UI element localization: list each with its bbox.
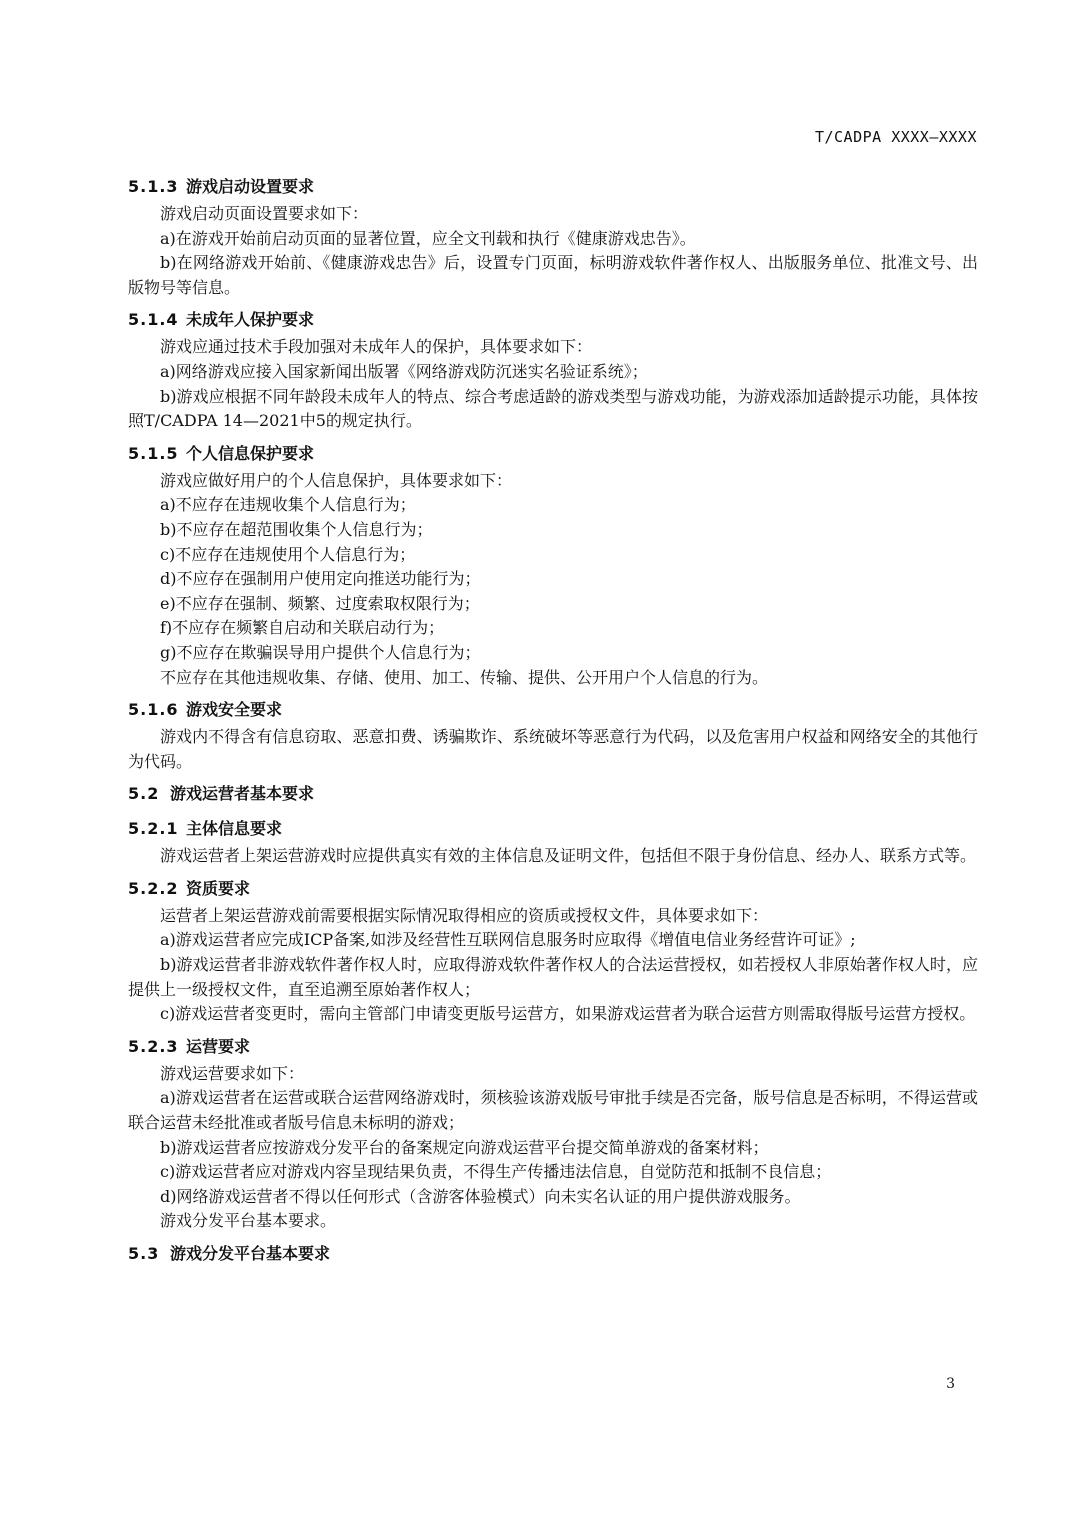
section-number: 5.3 (128, 1244, 160, 1263)
section-title: 运营要求 (186, 1036, 251, 1056)
body-paragraph: b)游戏运营者应按游戏分发平台的备案规定向游戏运营平台提交简单游戏的备案材料； (160, 1137, 769, 1157)
section-title: 游戏运营者基本要求 (170, 784, 315, 804)
section-title: 未成年人保护要求 (186, 310, 315, 330)
section-title: 主体信息要求 (186, 819, 283, 839)
section-title: 资质要求 (186, 878, 251, 898)
body-paragraph: 游戏启动页面设置要求如下： (160, 204, 369, 223)
body-paragraph: g)不应存在欺骗误导用户提供个人信息行为； (160, 642, 481, 662)
body-paragraph: b)在网络游戏开始前、《健康游戏忠告》后，设置专门页面，标明游戏软件著作权人、出版服务单位、批准文号、出版物号等信息。 (128, 253, 978, 297)
section-number: 5.1.3 (128, 177, 179, 196)
body-paragraph: a)游戏运营者在运营或联合运营网络游戏时，须核验该游戏版号审批手续是否完备，版号信息是否标明，不得运营或联合运营未经批准或者版号信息未标明的游戏； (128, 1088, 978, 1133)
body-paragraph: 不应存在其他违规收集、存储、使用、加工、传输、提供、公开用户个人信息的行为。 (160, 667, 769, 687)
section-heading (128, 1032, 978, 1062)
body-paragraph: a)网络游戏应接入国家新闻出版署《网络游戏防沉迷实名验证系统》； (160, 361, 648, 381)
body-paragraph: c)游戏运营者应对游戏内容呈现结果负责，不得生产传播违法信息，自觉防范和抵制不良信息； (160, 1162, 832, 1182)
document-body (128, 172, 978, 1274)
section-title: 游戏启动设置要求 (186, 177, 315, 196)
section-number: 5.2 (128, 784, 160, 804)
section-number: 5.1.5 (128, 443, 179, 463)
section-heading (128, 1239, 978, 1269)
document-code-header: T/CADPA XXXX—XXXX (814, 128, 977, 146)
body-paragraph: c)游戏运营者变更时，需向主管部门申请变更版号运营方，如果游戏运营者为联合运营方则需取得版号运营方授权。 (160, 1004, 976, 1024)
body-paragraph: 运营者上架运营游戏前需要根据实际情况取得相应的资质或授权文件，具体要求如下： (160, 905, 769, 925)
body-paragraph: a)在游戏开始前启动页面的显著位置，应全文刊载和执行《健康游戏忠告》。 (160, 228, 696, 248)
body-paragraph: 游戏应通过技术手段加强对未成年人的保护，具体要求如下： (160, 337, 593, 357)
section-heading (128, 695, 978, 725)
section-heading (128, 305, 978, 335)
body-paragraph: b)游戏应根据不同年龄段未成年人的特点、综合考虑适龄的游戏类型与游戏功能，为游戏添加适龄提示功能，具体按照T/CADPA 14—2021中5的规定执行。 (128, 386, 978, 431)
section-number: 5.1.6 (128, 700, 179, 720)
body-paragraph: 游戏运营要求如下： (160, 1063, 305, 1083)
section-number: 5.2.2 (128, 878, 179, 898)
section-heading (128, 814, 978, 844)
body-paragraph: e)不应存在强制、频繁、过度索取权限行为； (160, 593, 480, 613)
body-paragraph: b)不应存在超范围收集个人信息行为； (160, 519, 433, 539)
section-title: 游戏安全要求 (186, 700, 283, 720)
body-paragraph: d)网络游戏运营者不得以任何形式（含游客体验模式）向未实名认证的用户提供游戏服务。 (160, 1186, 801, 1206)
section-number: 5.1.4 (128, 310, 179, 330)
body-paragraph: b)游戏运营者非游戏软件著作权人时，应取得游戏软件著作权人的合法运营授权，如若授权人非原始著作权人时，应提供上一级授权文件，直至追溯至原始著作权人； (128, 955, 978, 999)
section-heading (128, 874, 978, 904)
body-paragraph: 游戏运营者上架运营游戏时应提供真实有效的主体信息及证明文件，包括但不限于身份信息、经办人、联系方式等。 (160, 846, 977, 866)
body-paragraph: a)不应存在违规收集个人信息行为； (160, 495, 416, 515)
body-paragraph: f)不应存在频繁自启动和关联启动行为； (160, 618, 445, 638)
body-paragraph: a)游戏运营者应完成ICP备案,如涉及经营性互联网信息服务时应取得《增值电信业务经营许可证》; (160, 930, 856, 950)
body-paragraph: 游戏应做好用户的个人信息保护，具体要求如下： (160, 470, 513, 490)
body-paragraph: 游戏分发平台基本要求。 (160, 1211, 337, 1231)
section-heading (128, 172, 978, 202)
page-number: 3 (946, 1376, 955, 1392)
section-title: 游戏分发平台基本要求 (170, 1244, 331, 1263)
section-heading (128, 439, 978, 469)
section-number: 5.2.1 (128, 819, 179, 839)
body-paragraph: c)不应存在违规使用个人信息行为； (160, 544, 416, 564)
section-number: 5.2.3 (128, 1036, 179, 1056)
section-heading (128, 779, 978, 809)
section-title: 个人信息保护要求 (186, 443, 315, 463)
body-paragraph: 游戏内不得含有信息窃取、恶意扣费、诱骗欺诈、系统破坏等恶意行为代码，以及危害用户权益和网络安全的其他行为代码。 (128, 727, 978, 771)
body-paragraph: d)不应存在强制用户使用定向推送功能行为； (160, 569, 481, 589)
